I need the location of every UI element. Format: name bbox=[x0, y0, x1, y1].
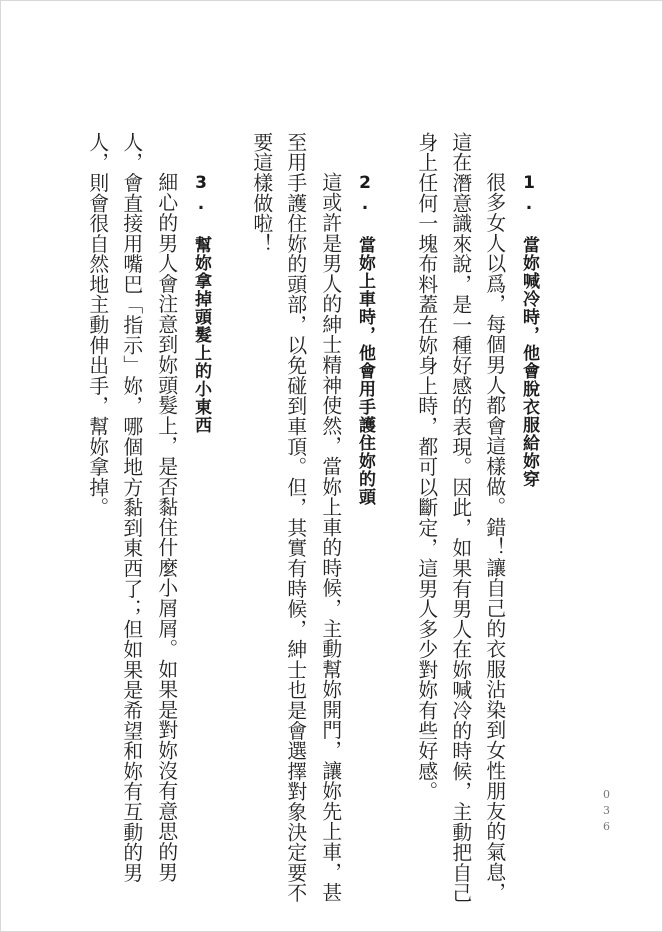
section-2-line-1: 這或許是男人的紳士精神使然，當妳上車的時候，主動幫妳開門，讓妳先上車，甚 bbox=[318, 172, 342, 903]
page-number: 036 bbox=[600, 788, 613, 836]
section-1-line-2: 這在潛意識來說，是一種好感的表現。因此，如果有男人在妳喊冷的時候，主動把自己 bbox=[448, 132, 472, 904]
section-3-line-2: 人，會直接用嘴巴「指示」妳，哪個地方黏到東西了；但如果是希望和妳有互動的男 bbox=[119, 132, 143, 883]
section-2-line-3: 要這樣做啦！ bbox=[249, 132, 273, 254]
section-1-line-1: 很多女人以爲，每個男人都會這樣做。錯！讓自己的衣服沾染到女性朋友的氣息， bbox=[482, 172, 506, 903]
section-2-heading: 2. 當妳上車時，他會用手護住妳的頭 bbox=[355, 173, 375, 506]
section-1-heading: 1. 當妳喊冷時，他會脫衣服給妳穿 bbox=[519, 173, 539, 488]
section-2-line-2: 至用手護住妳的頭部，以免碰到車頂。但，其實有時候，紳士也是會選擇對象決定要不 bbox=[283, 132, 307, 904]
section-1-line-3: 身上任何一塊布料蓋在妳身上時，都可以斷定，這男人多少對妳有些好感。 bbox=[414, 132, 438, 802]
section-3-heading: 3. 幫妳拿掉頭髮上的小東西 bbox=[191, 173, 211, 434]
section-3-line-3: 人，則會很自然地主動伸出手，幫妳拿掉。 bbox=[85, 132, 109, 518]
section-3-line-1: 細心的男人會注意到妳頭髮上，是否黏住什麼小屑屑。如果是對妳沒有意思的男 bbox=[154, 172, 178, 883]
